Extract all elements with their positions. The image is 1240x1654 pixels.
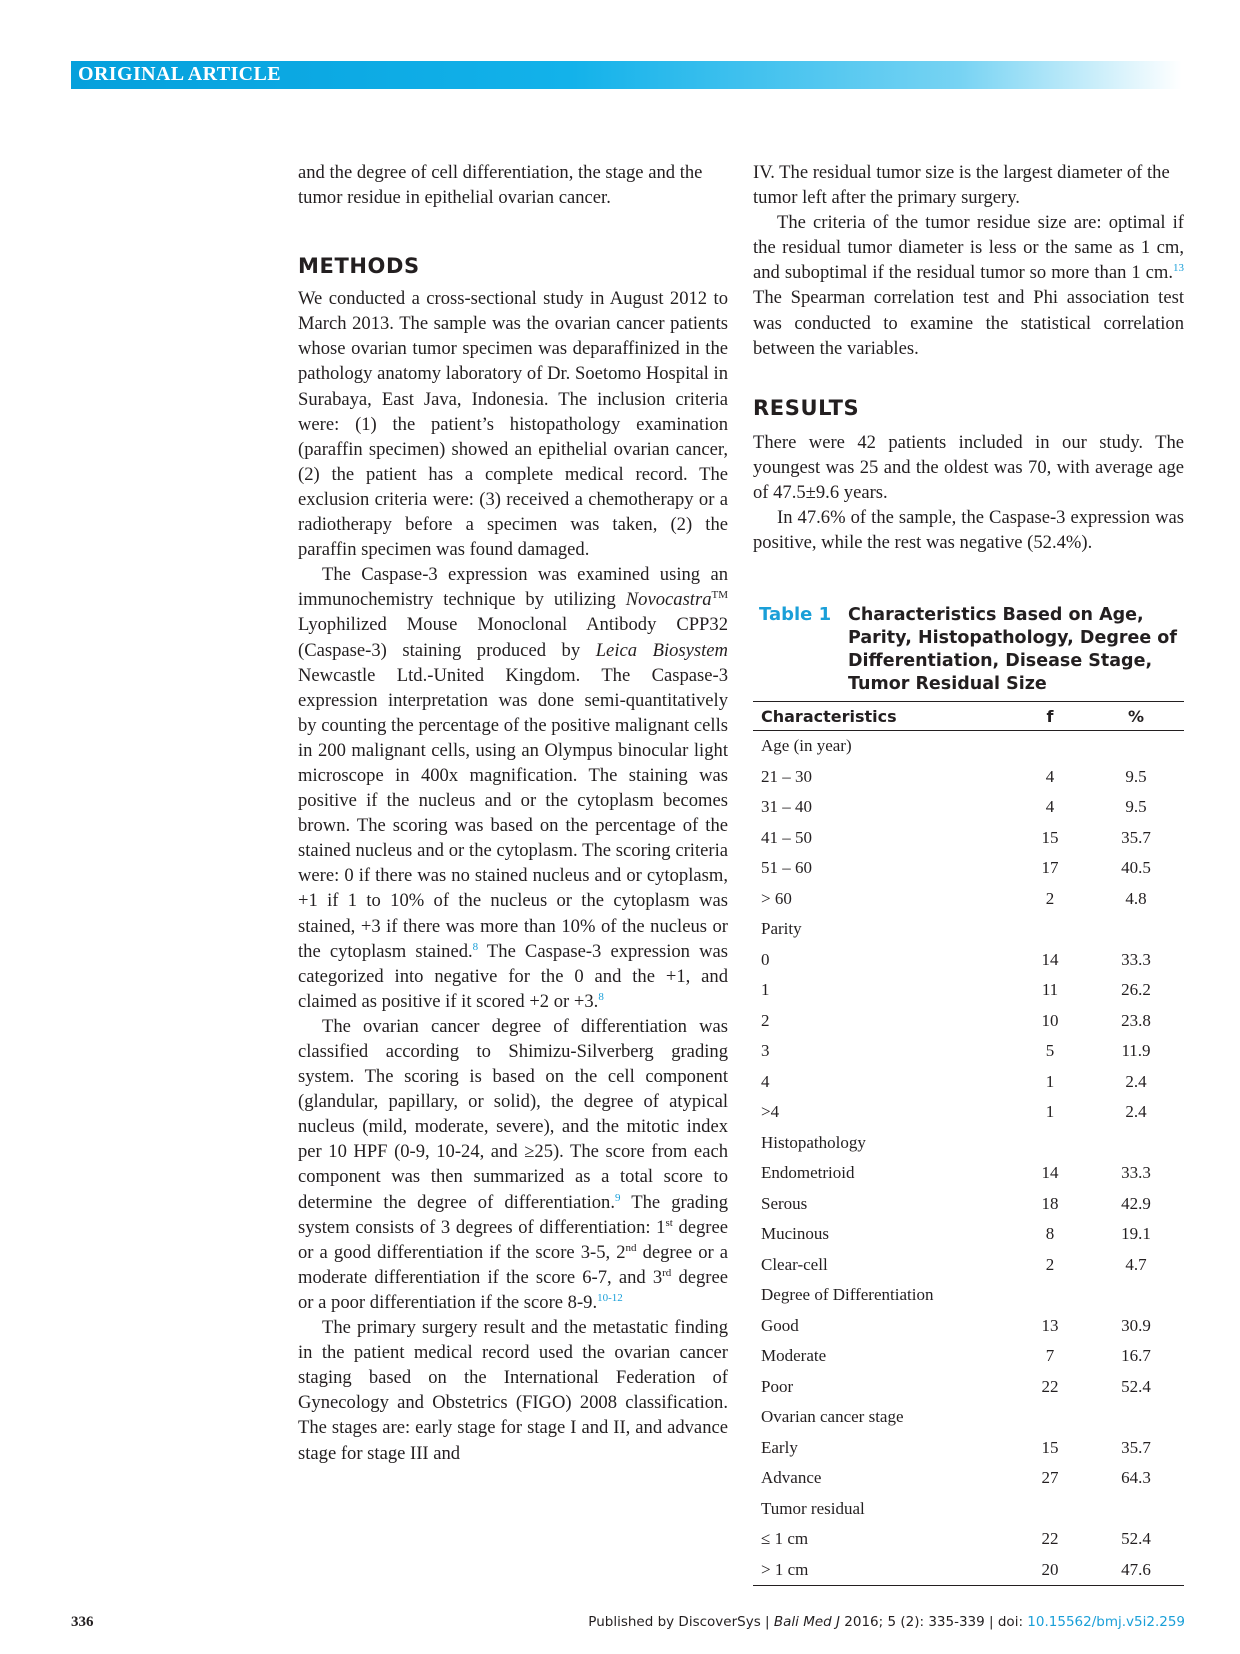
cell-characteristic: 1 bbox=[761, 980, 770, 1000]
cell-frequency: 2 bbox=[1045, 888, 1055, 908]
cell-characteristic: Ovarian cancer stage bbox=[761, 1407, 904, 1427]
table-row bbox=[753, 914, 1184, 945]
cell-characteristic: Clear-cell bbox=[761, 1254, 828, 1274]
reference-link[interactable]: 8 bbox=[472, 940, 479, 953]
cell-percent: 42.9 bbox=[1121, 1193, 1151, 1213]
table-row bbox=[753, 1280, 1184, 1311]
cell-percent bbox=[1088, 1494, 1184, 1525]
cell-percent: 16.7 bbox=[1121, 1346, 1151, 1366]
cell-percent: 35.7 bbox=[1121, 1437, 1151, 1457]
reference-link[interactable]: 13 bbox=[1173, 262, 1184, 275]
tumor-residue-paragraph: The criteria of the tumor residue size are: optimal if the residual tumor diameter is less or the same as 1 cm, and suboptimal if the residual tumor so more than 1 cm.$^{13}$ The Spearman correlation test and Phi association test was conducted to examine the statistical correlation between the variables. bbox=[753, 212, 1184, 359]
table-row bbox=[753, 792, 1184, 823]
cell-frequency: 27 bbox=[1041, 1468, 1059, 1488]
cell-percent: 2.4 bbox=[1125, 1071, 1147, 1091]
table-row bbox=[753, 853, 1184, 884]
results-heading: RESULTS bbox=[753, 395, 860, 420]
cell-characteristic: 3 bbox=[761, 1041, 770, 1061]
cell-characteristic: Parity bbox=[761, 919, 802, 939]
table-row bbox=[753, 1555, 1184, 1586]
table-title: Characteristics Based on Age, Parity, Histopathology, Degree of Differentiation, Disease Stage, Tumor Residual Size bbox=[848, 605, 1177, 694]
cell-percent: 35.7 bbox=[1121, 827, 1151, 847]
cell-characteristic: Tumor residual bbox=[761, 1498, 865, 1518]
cell-percent: 11.9 bbox=[1121, 1041, 1151, 1061]
trademark-mark: TM bbox=[711, 589, 728, 602]
cell-percent bbox=[1088, 1280, 1184, 1311]
cell-percent: 26.2 bbox=[1121, 980, 1151, 1000]
table-row bbox=[753, 975, 1184, 1006]
methods-paragraph-2: The Caspase-3 expression was examined using an immunochemistry technique by utilizing Novocastra™ Lyophilized Mouse Monoclonal Antibody CPP32 (Caspase-3) staining produced by Leica Biosystem Newcastle Ltd.-United Kingdom. The Caspase-3 expression interpretation was done semi-quantitatively by counting the percentage of the positive malignant cells in 200 malignant cells, using an Olympus binocular light microscope in 400x magnification. The staining was positive if the nucleus and or the cytoplasm becomes brown. The scoring was based on the percentage of the stained nucleus and or the cytoplasm. The scoring criteria were: 0 if there was no stained nucleus and or cytoplasm, +1 if 1 to 10% of the nucleus or the cytoplasm was stained, +3 if there was more than 10% of the nucleus or the cytoplasm stained.$^8$ The Caspase-3 expression was categorized into negative for the 0 and the +1, and claimed as positive if it scored +2 or +3.$^8$ bbox=[298, 564, 728, 1012]
table-row bbox=[753, 1006, 1184, 1037]
table-row bbox=[753, 1402, 1184, 1433]
cell-characteristic: 21 – 30 bbox=[761, 766, 812, 786]
cell-frequency: 13 bbox=[1041, 1315, 1059, 1335]
table-row bbox=[753, 1036, 1184, 1067]
cell-characteristic: 0 bbox=[761, 949, 770, 969]
table-row bbox=[753, 1463, 1184, 1494]
cell-percent: 30.9 bbox=[1121, 1315, 1151, 1335]
cell-percent: 64.3 bbox=[1121, 1468, 1151, 1488]
cell-characteristic: 41 – 50 bbox=[761, 827, 812, 847]
cell-frequency: 7 bbox=[1045, 1346, 1055, 1366]
table-row bbox=[753, 1341, 1184, 1372]
cell-percent: 47.6 bbox=[1088, 1555, 1184, 1586]
cell-percent: 2.4 bbox=[1125, 1102, 1147, 1122]
novocastra-name: Novocastra bbox=[625, 589, 712, 611]
results-paragraph-1: There were 42 patients included in our study. The youngest was 25 and the oldest was 70, with average age of 47.5±9.6 years. bbox=[753, 431, 1184, 503]
cell-characteristic: Age (in year) bbox=[761, 736, 852, 756]
cell-frequency: 4 bbox=[1045, 797, 1055, 817]
methods-paragraph-1: We conducted a cross-sectional study in August 2012 to March 2013. The sample was the ovarian cancer patients whose ovarian tumor specimen was deparaffinized in the pathology anatomy laboratory of Dr. Soetomo Hospital in Surabaya, East Java, Indonesia. The inclusion criteria were: (1) the patient’s histopathology examination (paraffin specimen) showed an epithelial ovarian cancer, (2) the patient has a complete medical record. The exclusion criteria were: (3) received a chemotherapy or a radiotherapy before a specimen was taken, (2) the paraffin specimen was found damaged. bbox=[298, 288, 728, 561]
cell-frequency: 10 bbox=[1041, 1010, 1059, 1030]
doi-link[interactable]: 10.15562/bmj.v5i2.259 bbox=[1027, 1614, 1185, 1630]
table-label: Table 1 bbox=[759, 604, 832, 625]
section-banner bbox=[71, 61, 1182, 89]
banner-label: ORIGINAL ARTICLE bbox=[78, 63, 281, 85]
methods-paragraph-4: The primary surgery result and the metastatic finding in the patient medical record used the ovarian cancer staging based on the International Federation of Gynecology and Obstetrics (FIGO) 2008 classification. The stages are: early stage for stage I and II, and advance stage for stage III and bbox=[298, 1317, 728, 1464]
cell-characteristic: Serous bbox=[761, 1193, 808, 1213]
cell-percent: 52.4 bbox=[1121, 1529, 1151, 1549]
table-row bbox=[753, 1494, 1184, 1525]
table-body bbox=[753, 731, 1184, 1586]
cell-frequency: 15 bbox=[1041, 1437, 1059, 1457]
cell-frequency bbox=[1012, 731, 1088, 762]
table-header-row bbox=[753, 702, 1184, 731]
cell-percent: 4.7 bbox=[1125, 1254, 1147, 1274]
table-row bbox=[753, 1189, 1184, 1220]
cell-frequency: 22 bbox=[1041, 1529, 1059, 1549]
characteristics-table bbox=[753, 701, 1184, 1586]
cell-characteristic: > 1 cm bbox=[753, 1555, 1012, 1586]
cell-frequency: 4 bbox=[1045, 766, 1055, 786]
cell-frequency bbox=[1012, 1128, 1088, 1159]
cell-frequency: 17 bbox=[1041, 858, 1059, 878]
cell-frequency: 14 bbox=[1041, 1163, 1059, 1183]
table-row bbox=[753, 1158, 1184, 1189]
cell-frequency: 15 bbox=[1041, 827, 1059, 847]
table-row bbox=[753, 1067, 1184, 1098]
cell-frequency bbox=[1012, 1494, 1088, 1525]
cell-percent bbox=[1088, 1128, 1184, 1159]
journal-name: Bali Med J bbox=[773, 1614, 840, 1630]
cell-frequency: 8 bbox=[1045, 1224, 1055, 1244]
leica-name: Leica Biosystem bbox=[595, 639, 728, 661]
methods-continued-paragraph: IV. The residual tumor size is the largest diameter of the tumor left after the primary surgery. bbox=[753, 162, 1170, 209]
reference-link[interactable]: 9 bbox=[615, 1191, 621, 1204]
cell-percent bbox=[1088, 731, 1184, 762]
reference-link[interactable]: 10-12 bbox=[597, 1291, 623, 1304]
cell-characteristic: Degree of Differentiation bbox=[761, 1285, 934, 1305]
cell-characteristic: 2 bbox=[761, 1010, 770, 1030]
cell-frequency: 14 bbox=[1041, 949, 1059, 969]
cell-characteristic: Moderate bbox=[761, 1346, 827, 1366]
cell-percent: 19.1 bbox=[1121, 1224, 1151, 1244]
col-percent: % bbox=[1088, 702, 1184, 731]
cell-percent: 33.3 bbox=[1121, 949, 1151, 969]
cell-characteristic: Advance bbox=[761, 1468, 822, 1488]
table-row bbox=[753, 731, 1184, 762]
cell-frequency: 20 bbox=[1012, 1555, 1088, 1586]
table-row bbox=[753, 884, 1184, 915]
cell-characteristic: 51 – 60 bbox=[761, 858, 812, 878]
cell-characteristic: > 60 bbox=[761, 888, 792, 908]
cell-characteristic: ≤ 1 cm bbox=[761, 1529, 809, 1549]
cell-frequency: 22 bbox=[1041, 1376, 1059, 1396]
cell-percent: 4.8 bbox=[1125, 888, 1147, 908]
cell-percent: 52.4 bbox=[1121, 1376, 1151, 1396]
cell-characteristic: Histopathology bbox=[761, 1132, 866, 1152]
col-characteristics: Characteristics bbox=[753, 702, 1012, 731]
cell-frequency: 1 bbox=[1045, 1102, 1055, 1122]
cell-percent: 23.8 bbox=[1121, 1010, 1151, 1030]
reference-link[interactable]: 8 bbox=[598, 990, 604, 1003]
cell-percent bbox=[1088, 914, 1184, 945]
cell-frequency: 11 bbox=[1041, 980, 1059, 1000]
col-frequency: f bbox=[1012, 702, 1088, 731]
cell-percent: 33.3 bbox=[1121, 1163, 1151, 1183]
footer-citation: Published by DiscoverSys | Bali Med J 2016; 5 (2): 335-339 | doi: 10.15562/bmj.v5i2.259 bbox=[588, 1614, 1185, 1630]
results-paragraph-2: In 47.6% of the sample, the Caspase-3 expression was positive, while the rest was negative (52.4%). bbox=[753, 507, 1184, 554]
table-row bbox=[753, 823, 1184, 854]
cell-characteristic: Good bbox=[761, 1315, 799, 1335]
cell-frequency: 1 bbox=[1045, 1071, 1055, 1091]
cell-percent: 40.5 bbox=[1121, 858, 1151, 878]
cell-characteristic: Poor bbox=[761, 1376, 794, 1396]
cell-percent: 9.5 bbox=[1125, 766, 1147, 786]
cell-frequency: 5 bbox=[1045, 1041, 1055, 1061]
cell-percent bbox=[1088, 1402, 1184, 1433]
cell-frequency bbox=[1012, 1402, 1088, 1433]
table-row bbox=[753, 1219, 1184, 1250]
table-row bbox=[753, 945, 1184, 976]
cell-characteristic: >4 bbox=[761, 1102, 780, 1122]
table-row bbox=[753, 762, 1184, 793]
page-number: 336 bbox=[71, 1614, 94, 1630]
table-row bbox=[753, 1311, 1184, 1342]
cell-characteristic: Mucinous bbox=[761, 1224, 829, 1244]
table-row bbox=[753, 1128, 1184, 1159]
methods-heading: METHODS bbox=[298, 254, 420, 279]
table-row bbox=[753, 1250, 1184, 1281]
left-column bbox=[298, 160, 728, 1466]
table-row bbox=[753, 1524, 1184, 1555]
cell-characteristic: Early bbox=[761, 1437, 798, 1457]
intro-paragraph: and the degree of cell differentiation, the stage and the tumor residue in epithelial ovarian cancer. bbox=[298, 162, 703, 209]
cell-frequency bbox=[1012, 1280, 1088, 1311]
cell-frequency bbox=[1012, 914, 1088, 945]
table-row bbox=[753, 1097, 1184, 1128]
cell-frequency: 18 bbox=[1041, 1193, 1059, 1213]
table-row bbox=[753, 1433, 1184, 1464]
cell-characteristic: Endometrioid bbox=[761, 1163, 855, 1183]
cell-percent: 9.5 bbox=[1125, 797, 1147, 817]
right-column bbox=[753, 160, 1184, 555]
methods-paragraph-3: The ovarian cancer degree of differentiation was classified according to Shimizu-Silverberg grading system. The scoring is based on the cell component (glandular, papillary, or solid), the degree of atypical nucleus (mild, moderate, severe), and the mitotic index per 10 HPF (0-9, 10-24, and ≥25). The score from each component was then summarized as a total score to determine the degree of differentiation.$^9$ The grading system consists of 3 degrees of differentiation: 1st degree or a good differentiation if the score 3-5, 2nd degree or a moderate differentiation if the score 6-7, and 3rd degree or a poor differentiation if the score 8-9.$^{10-12}$ bbox=[298, 1015, 729, 1313]
cell-frequency: 2 bbox=[1045, 1254, 1055, 1274]
cell-characteristic: 31 – 40 bbox=[761, 797, 812, 817]
table-row bbox=[753, 1372, 1184, 1403]
cell-characteristic: 4 bbox=[761, 1071, 770, 1091]
